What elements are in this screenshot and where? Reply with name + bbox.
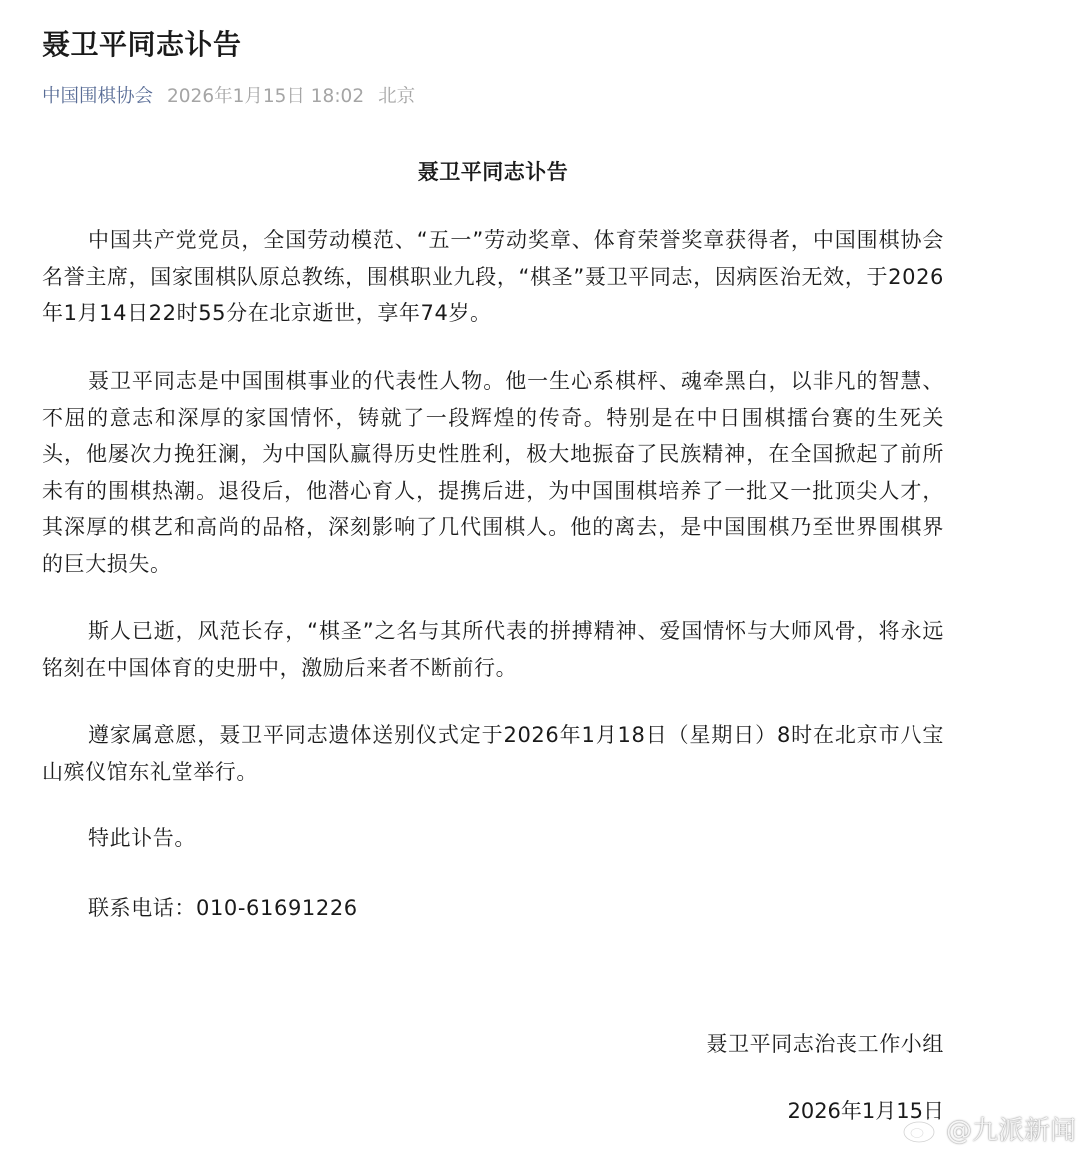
weibo-icon bbox=[902, 1111, 942, 1145]
paragraph-funeral-arrangement: 遵家属意愿，聂卫平同志遗体送别仪式定于2026年1月18日（星期日）8时在北京市八宝山殡仪馆东礼堂举行。 bbox=[42, 723, 944, 784]
paragraph-announcement: 中国共产党党员，全国劳动模范、“五一”劳动奖章、体育荣誉奖章获得者，中国围棋协会名誉主席，国家围棋队原总教练，围棋职业九段，“棋圣”聂卫平同志，因病医治无效，于2026年1月14日22时55分在北京逝世，享年74岁。 bbox=[42, 228, 944, 325]
article-meta bbox=[42, 84, 415, 110]
paragraph-tribute: 斯人已逝，风范长存，“棋圣”之名与其所代表的拼搏精神、爱国情怀与大师风骨，将永远铭刻在中国体育的史册中，激励后来者不断前行。 bbox=[42, 619, 944, 680]
source-account-link[interactable]: 中国围棋协会 bbox=[42, 86, 154, 107]
paragraph-closing: 特此讣告。 bbox=[88, 826, 196, 850]
watermark bbox=[902, 1108, 1076, 1148]
publish-time: 2026年1月15日 18:02 bbox=[167, 86, 365, 107]
publish-location: 北京 bbox=[378, 86, 416, 107]
paragraph-biography: 聂卫平同志是中国围棋事业的代表性人物。他一生心系棋枰、魂牵黑白，以非凡的智慧、不屈的意志和深厚的家国情怀，铸就了一段辉煌的传奇。特别是在中日围棋擂台赛的生死关头，他屡次力挽狂澜，为中国队赢得历史性胜利，极大地振奋了民族精神，在全国掀起了前所未有的围棋热潮。退役后，他潜心育人，提携后进，为中国围棋培养了一批又一批顶尖人才，其深厚的棋艺和高尚的品格，深刻影响了几代围棋人。他的离去，是中国围棋乃至世界围棋界的巨大损失。 bbox=[42, 369, 944, 576]
signature-date: 2026年1月15日 bbox=[787, 1099, 944, 1123]
document-heading: 聂卫平同志讣告 bbox=[417, 160, 569, 184]
contact-phone: 联系电话：010-61691226 bbox=[88, 896, 358, 920]
article-title: 聂卫平同志讣告 bbox=[42, 28, 242, 61]
watermark-text: @九派新闻 bbox=[945, 1115, 1076, 1146]
signature: 聂卫平同志治丧工作小组 bbox=[706, 1032, 944, 1056]
